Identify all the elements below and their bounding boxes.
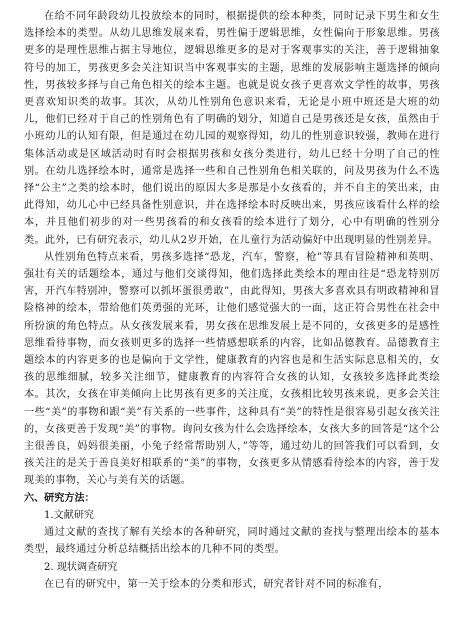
method-literature-title: 1.文献研究 bbox=[44, 509, 95, 521]
section-heading-research-methods: 六、研究方法： bbox=[24, 492, 95, 504]
method-literature-text: 通过文献的查找了解有关绘本的各种研究，同时通过文献的查找与整理出绘本的基本类型，最终通过分析总结概括出绘本的几种不同的类型。 bbox=[24, 527, 440, 556]
method-survey-title: 2. 现状调查研究 bbox=[44, 561, 118, 573]
paragraph-gender-thinking: 在给不同年龄段幼儿投放绘本的同时，根据提供的绘本种类，同时记录下男生和女生选择绘本的类型。从幼儿思维发展来看，男性偏于逻辑思维，女性偏向于形象思维。男孩更多的是理性思维占据主导地位，逻辑思维更多的是对于客观事实的关注，善于逻辑抽象符号的加工，男孩更多会关注知识当中客观事实的主题，思维的发展影响主题选择的倾向性，男孩较多择与自己角色相关的绘本主题。也就是说女孩子更喜欢文学性的故事，男孩更喜欢知识类的故事。其次，从幼儿性别角色意识来看，无论是小班中班还是大班的幼儿，他们已经对于自己的性别角色有了明确的划分，知道自己是男孩还是女孩，虽然由于小班幼儿的认知有限，但是通过在幼儿园的观察得知，幼儿的性别意识较强，教师在进行集体活动或是区域活动时有时会根据男孩和女孩分类进行，幼儿已经十分明了自己的性别。在幼儿选择绘本时，通常是选择一些和自己性别角色相关联的，问及男孩为什么不选择“公主”之类的绘本时，他们说出的原因大多是那是小女孩看的，并不自主的笑出来，由此得知，幼儿心中已经具备性别意识，并在选择绘本时反映出来，男孩应该看什么样的绘本，并且他们初步的对一些男孩看的和女孩看的绘本进行了划分，心中有明确的性别分类。此外，已有研究表示，幼儿从2岁开始，在儿童行为活动偏好中出现明显的性别差异。 bbox=[24, 11, 440, 246]
paragraph-gender-role: 从性别角色特点来看，男孩多选择“恐龙，汽车，警察，枪”等具有冒险精神和英明、强壮有关的话题绘本，通过与他们交谈得知，他们选择此类绘本的理由往是“恐龙特别厉害，开汽车特别冲，警察可以抓坏蛋很勇敢”，由此得知，男孩大多喜欢具有明政精神和冒险格神的绘本，带给他们英勇强的光环，让他们感觉强大的一面，这正符合男性在社会中所扮演的角色特点。从女孩发展来看，男女孩在思维发展上是不同的，女孩更多的是感性思维看待事物，而女孩则更多的选择一些情感想联系的内容，比如品德教育。品德教育主题绘本的内容更多的也是偏向于文学性，健康教育的内容也是和生活实际息息相关的，女孩的思维细腻，较多关注细节，健康教育的内容符合女孩的认知，女孩较多选择此类绘本。其次，女孩在审美倾向上比男孩有更多的关注度，女孩相比较男孩来说，更多会关注一些“美”的事物和跟“美”有关系的一些事件，这种具有“美”的特性是很容易引起女孩关注的，女孩更善于发现“美”的事物。询问女孩为什么会选择绘本，女孩大多的回答是“这个公主很善良，妈妈很美丽，小兔子经常帮助别人，”等等，通过幼儿的回答我们可以看到，女孩关注的是关于善良美好相联系的“美”的事物，女孩更多从情感看待绘本的内容，善于发现美的事物，关心与美有关的话题。 bbox=[24, 251, 440, 487]
method-survey-text: 在已有的研究中，第一关于绘本的分类和形式，研究者针对不同的标准有， bbox=[44, 578, 389, 590]
